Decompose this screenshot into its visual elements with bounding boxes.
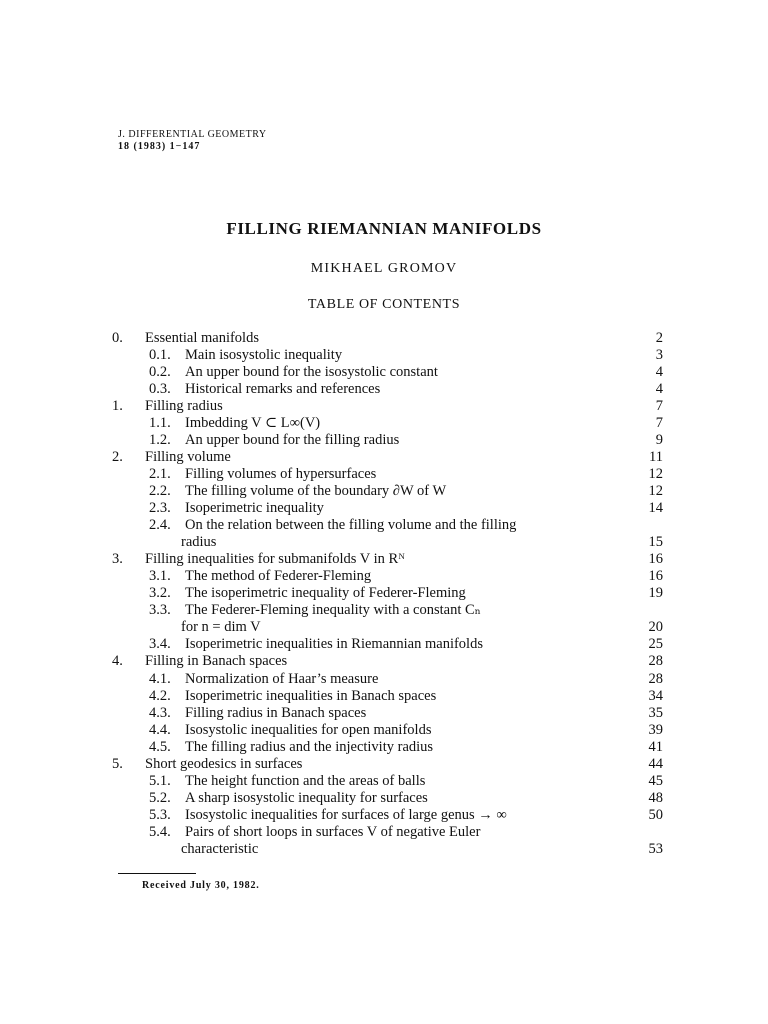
toc-entry-number: 5. <box>112 755 123 772</box>
toc-entry-page: 35 <box>648 704 663 721</box>
toc-entry-title: Short geodesics in surfaces <box>145 755 303 772</box>
toc-entry-number: 2.2. <box>149 482 171 499</box>
footnote-received: Received July 30, 1982. <box>142 880 260 891</box>
toc-entry-number: 5.3. <box>149 806 171 823</box>
toc-heading: TABLE OF CONTENTS <box>307 297 461 312</box>
toc-entry-number: 2.4. <box>149 517 171 534</box>
toc-entry-page: 3 <box>655 346 663 363</box>
toc-entry-number: 2. <box>112 448 123 465</box>
toc-entry-number: 4. <box>112 653 123 670</box>
toc-entry-title: The method of Federer-Fleming <box>185 568 372 585</box>
toc-entry-page: 7 <box>655 397 663 414</box>
toc-entry-number: 5.1. <box>149 772 171 789</box>
toc-entry-title: Filling radius <box>145 397 223 414</box>
toc-entry-page: 14 <box>648 500 663 516</box>
toc-entry-title: The filling radius and the injectivity radius <box>185 738 434 755</box>
toc-entry-page: 41 <box>648 738 663 755</box>
toc-entry-number: 0.2. <box>149 363 171 380</box>
toc-entry-number: 3. <box>112 551 123 568</box>
toc-entry-title: The isoperimetric inequality of Federer-Fleming <box>185 585 466 602</box>
toc-entry-title: radius <box>181 534 217 551</box>
toc-entry-title: Isoperimetric inequalities in Banach spaces <box>185 687 437 704</box>
author-name: MIKHAEL GROMOV <box>310 261 458 276</box>
toc-entry-page: 25 <box>648 636 663 653</box>
toc-entry-page: 2 <box>655 329 663 346</box>
toc-entry-page: 9 <box>655 431 663 448</box>
toc-entry-title: Isosystolic inequalities for surfaces of large genus → ∞ <box>185 806 507 823</box>
toc-entry-number: 1. <box>112 397 123 414</box>
toc-entry-page: 44 <box>648 755 663 772</box>
toc-entry-number: 3.4. <box>149 636 171 653</box>
toc-entry-number: 3.2. <box>149 585 171 602</box>
toc-entry-number: 0.1. <box>149 346 171 363</box>
toc-entry-number: 1.2. <box>149 431 171 448</box>
toc-entry-title: Filling in Banach spaces <box>145 653 288 670</box>
toc-entry-title: Pairs of short loops in surfaces V of negative Euler <box>185 823 481 840</box>
toc-entry-number: 0. <box>112 329 123 346</box>
toc-entry-title: characteristic <box>181 841 259 857</box>
toc-entry-page: 16 <box>648 568 663 585</box>
toc-entry-number: 5.2. <box>149 789 171 806</box>
toc-entry-page: 50 <box>648 806 663 823</box>
toc-entry-page: 4 <box>655 363 663 380</box>
toc-entry-title: An upper bound for the filling radius <box>185 431 400 448</box>
toc-entry-number: 4.1. <box>149 670 171 687</box>
journal-name: J. DIFFERENTIAL GEOMETRY <box>118 129 267 140</box>
toc-entry-number: 5.4. <box>149 823 171 840</box>
toc-entry-page: 7 <box>655 414 663 431</box>
toc-entry-title: Filling inequalities for submanifolds V in Rᴺ <box>145 551 405 568</box>
toc-entry-page: 45 <box>648 772 663 789</box>
toc-entry-page: 28 <box>648 670 663 687</box>
toc-entry-title: Filling radius in Banach spaces <box>185 704 367 721</box>
toc-entry-page: 4 <box>655 380 663 397</box>
toc-entry-number: 4.4. <box>149 721 171 738</box>
toc-entry-page: 15 <box>648 534 663 551</box>
toc-entry-page: 48 <box>648 789 663 806</box>
toc-entry-title: Isoperimetric inequality <box>185 500 324 516</box>
toc-entry-title: The Federer-Fleming inequality with a constant Cₙ <box>185 602 481 619</box>
toc-entry-title: Filling volumes of hypersurfaces <box>185 465 377 482</box>
toc-entry-number: 2.3. <box>149 500 171 516</box>
toc-entry-number: 3.3. <box>149 602 171 619</box>
toc-entry-page: 16 <box>648 551 663 568</box>
toc-entry-page: 19 <box>648 585 663 602</box>
toc-entry-page: 11 <box>649 448 663 465</box>
toc-entry-title: Filling volume <box>145 448 231 465</box>
toc-entry-title: An upper bound for the isosystolic constant <box>185 363 438 380</box>
toc-entry-number: 1.1. <box>149 414 171 431</box>
toc-entry-title: On the relation between the filling volume and the filling <box>185 517 517 534</box>
toc-entry-title: Main isosystolic inequality <box>185 346 343 363</box>
toc-entry-title: Historical remarks and references <box>185 380 381 397</box>
toc-entry-page: 28 <box>648 653 663 670</box>
journal-volume: 18 (1983) 1−147 <box>118 141 201 152</box>
toc-entry-page: 20 <box>648 619 663 636</box>
toc-entry-page: 53 <box>648 841 663 857</box>
toc-entry-title: Normalization of Haar’s measure <box>185 670 379 687</box>
toc-entry-title: Isoperimetric inequalities in Riemannian manifolds <box>185 636 483 653</box>
toc-entry-title: The height function and the areas of balls <box>185 772 426 789</box>
toc-entry-number: 4.5. <box>149 738 171 755</box>
toc-entry-page: 34 <box>648 687 663 704</box>
toc-entry-number: 2.1. <box>149 465 171 482</box>
footnote-rule <box>118 873 196 874</box>
toc-entry-number: 4.3. <box>149 704 171 721</box>
toc-entry-number: 0.3. <box>149 380 171 397</box>
toc-entry-title: Essential manifolds <box>145 329 259 346</box>
toc-entry-page: 12 <box>648 482 663 499</box>
toc-entry-title: Imbedding V ⊂ L∞(V) <box>185 414 321 431</box>
toc-entry-title: for n = dim V <box>181 619 261 636</box>
toc-entry-title: A sharp isosystolic inequality for surfaces <box>185 789 428 806</box>
toc-entry-page: 12 <box>648 465 663 482</box>
paper-title: FILLING RIEMANNIAN MANIFOLDS <box>226 219 542 238</box>
toc-entry-title: Isosystolic inequalities for open manifolds <box>185 721 432 738</box>
toc-entry-title: The filling volume of the boundary ∂W of W <box>185 482 447 499</box>
toc-entry-number: 4.2. <box>149 687 171 704</box>
toc-entry-page: 39 <box>648 721 663 738</box>
toc-entry-number: 3.1. <box>149 568 171 585</box>
